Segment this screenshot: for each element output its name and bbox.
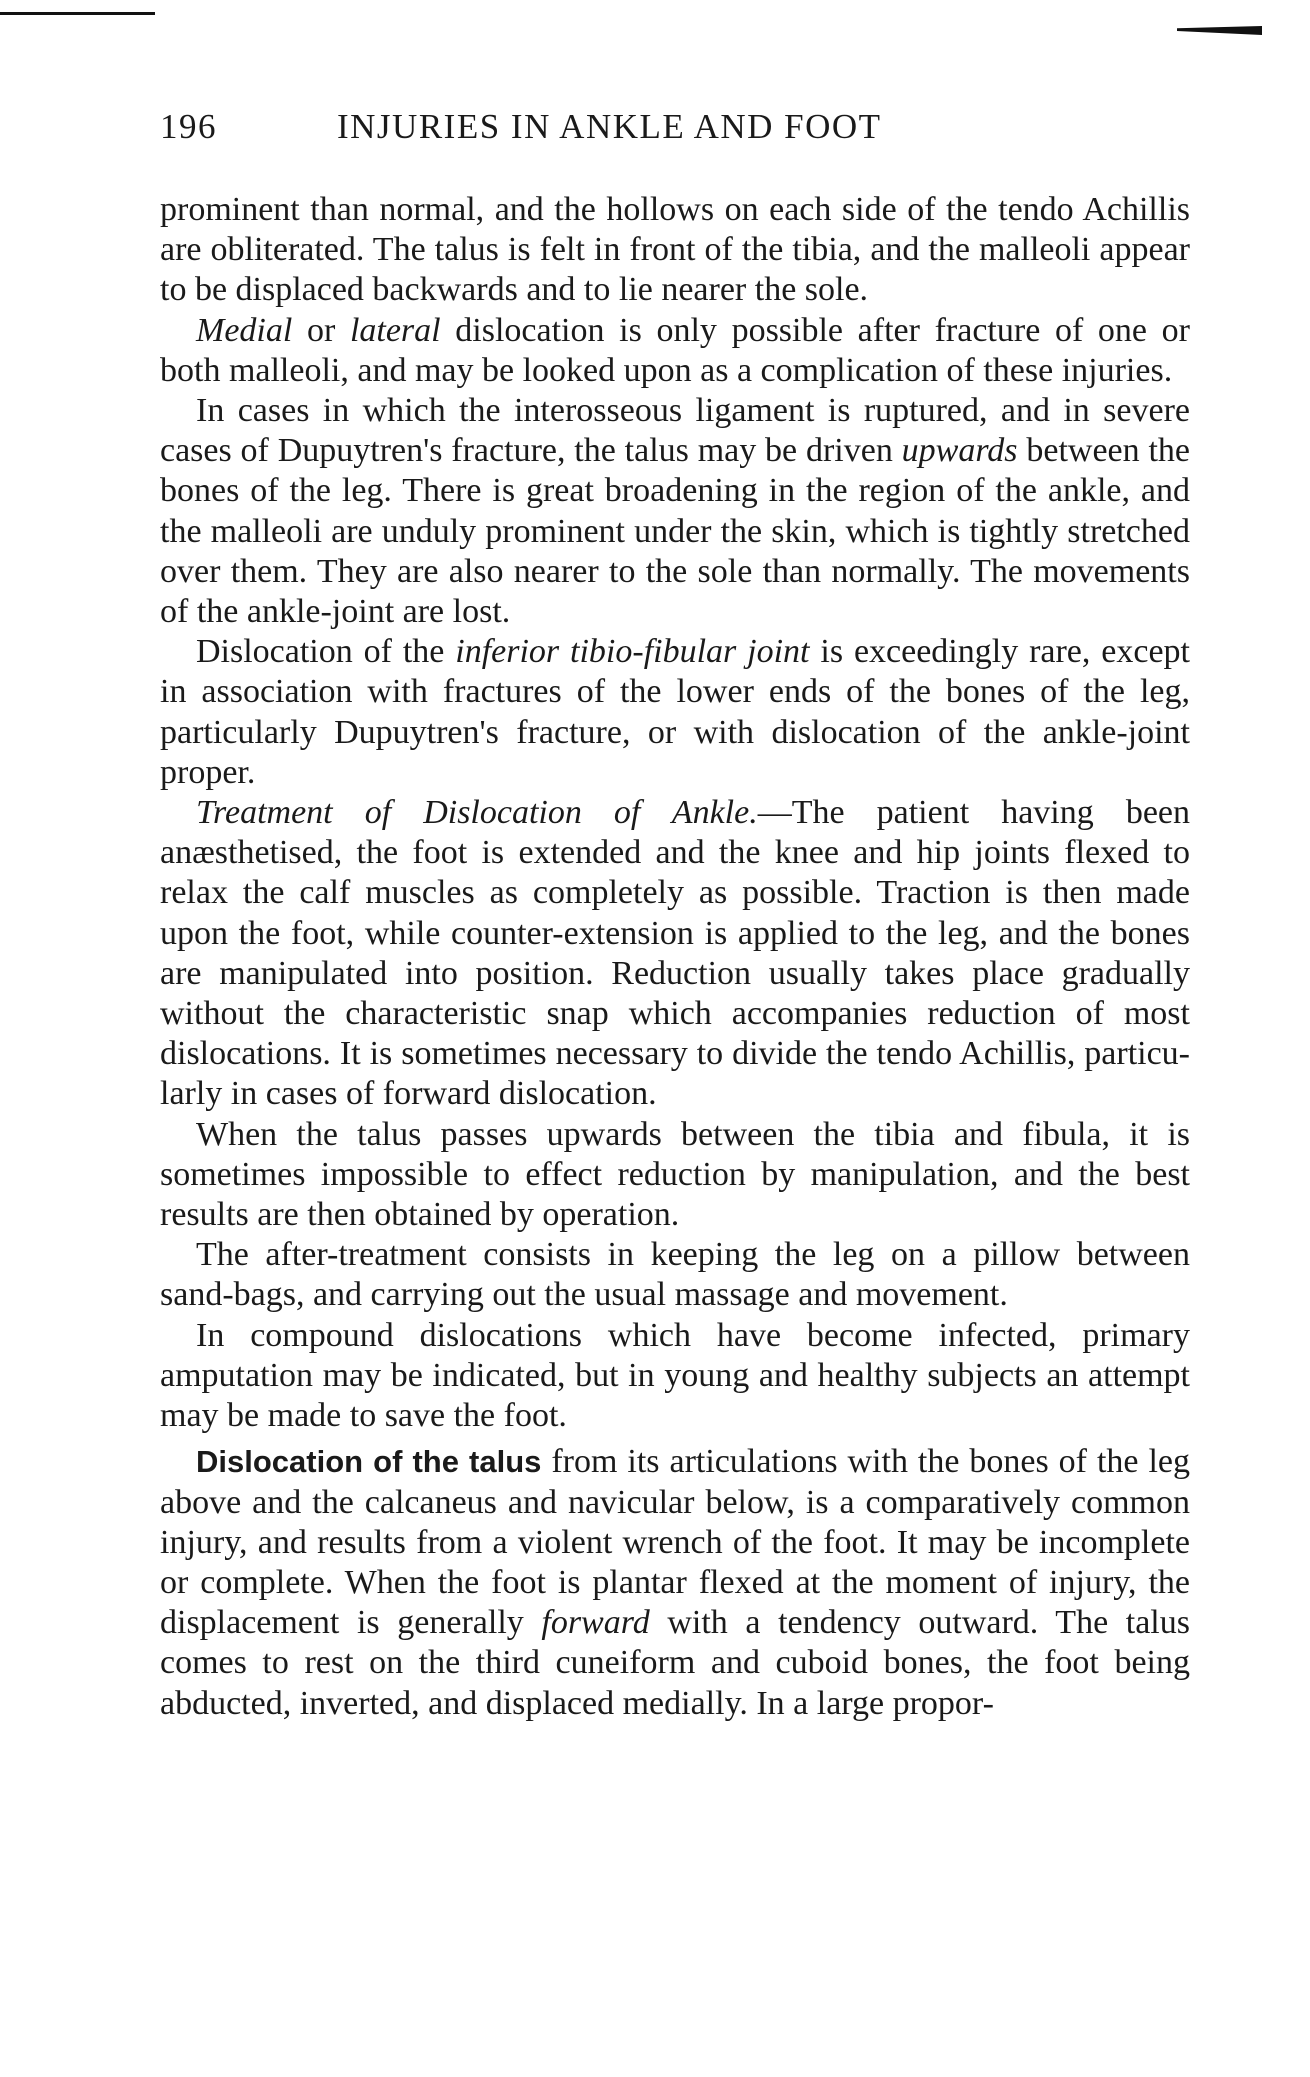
paragraph-6 [160, 1115, 1190, 1236]
scan-edge-mark-right [1177, 26, 1262, 35]
italic-term: lateral [349, 311, 441, 349]
bold-run-in-heading: Dislocation of the talus [196, 1444, 542, 1480]
paragraph-5 [160, 793, 1190, 1115]
text-run: or [292, 311, 350, 349]
italic-run-in-heading: Treatment of Dislocation of Ankle. [196, 794, 758, 832]
paragraph-4 [160, 632, 1190, 793]
paragraph-9 [160, 1442, 1190, 1723]
text-run: In cases in which the interosseous ligament is ruptured, and in severe cases of Dupuytren's fracture, the talus may be driven [160, 392, 1190, 470]
text-run: is exceedingly rare, except in association with fractures of the lower ends of the bones of the leg, particularly Dupuytren's fracture, or with dislocation of the ankle-joint proper. [160, 633, 1190, 791]
text-run: prominent than normal, and the hollows on each side of the tendo Achillis are obliterated. The talus is felt in front of the tibia, and the malleoli appear to be displaced backwards and to lie nearer the sole. [160, 191, 1190, 309]
text-run: The after-treatment consists in keeping the leg on a pillow between sand-bags, and carrying out the usual massage and movement. [160, 1236, 1190, 1314]
text-run: dislocation is only possible after fracture of one or both malleoli, and may be looked upon as a complication of these injuries. [160, 311, 1190, 389]
italic-term: upwards [901, 432, 1018, 470]
running-head [160, 107, 1190, 157]
paragraph-1 [160, 190, 1190, 311]
text-body [160, 190, 1190, 1724]
italic-term: Medial [196, 311, 293, 349]
running-title: INJURIES IN ANKLE AND FOOT [337, 107, 882, 146]
text-run: When the talus passes upwards between the tibia and fibula, it is sometimes impossible to effect reduction by manipulation, and the best results are then obtained by operation. [160, 1115, 1190, 1234]
paragraph-2 [160, 311, 1190, 391]
paragraph-8 [160, 1316, 1190, 1437]
text-run: with a tendency outward. The talus comes to rest on the third cuneiform and cuboid bones, the foot being abducted, inverted, and displaced medially. In a large propor- [160, 1604, 1190, 1722]
scan-edge-mark-left [0, 12, 155, 15]
text-run: In compound dislocations which have become infected, primary amputation may be indicated, but in young and healthy subjects an attempt may be made to save the foot. [160, 1316, 1190, 1435]
italic-term: inferior tibio-fibular joint [455, 633, 810, 671]
text-run: Dislocation of the [196, 633, 456, 671]
paragraph-3 [160, 391, 1190, 632]
text-run: between the bones of the leg. There is great broadening in the region of the ankle, and the malleoli are unduly prominent under the skin, which is tightly stretched over them. They are also nearer to the sole than normally. The movements of the ankle-joint are lost. [160, 432, 1190, 631]
text-run: —The patient having been anæsthetised, the foot is extended and the knee and hip joints flexed to relax the calf muscles as completely as possible. Traction is then made upon the foot, while counter-extension is applied to the leg, and the bones are manipulated into position. Reduction usually takes place gradually without the characteristic snap which accompanies reduction of most dislocations. It is sometimes necessary to divide the tendo Achillis, particularly in cases of forward dislocation. [160, 794, 1190, 1113]
text-run: from its articulations with the bones of the leg above and the calcaneus and navicular below, is a comparatively common injury, and results from a violent wrench of the foot. It may be incomplete or complete. When the foot is plantar flexed at the moment of injury, the displacement is generally [160, 1443, 1190, 1642]
page-number: 196 [160, 107, 217, 146]
paragraph-7 [160, 1235, 1190, 1315]
italic-term: forward [541, 1604, 650, 1642]
